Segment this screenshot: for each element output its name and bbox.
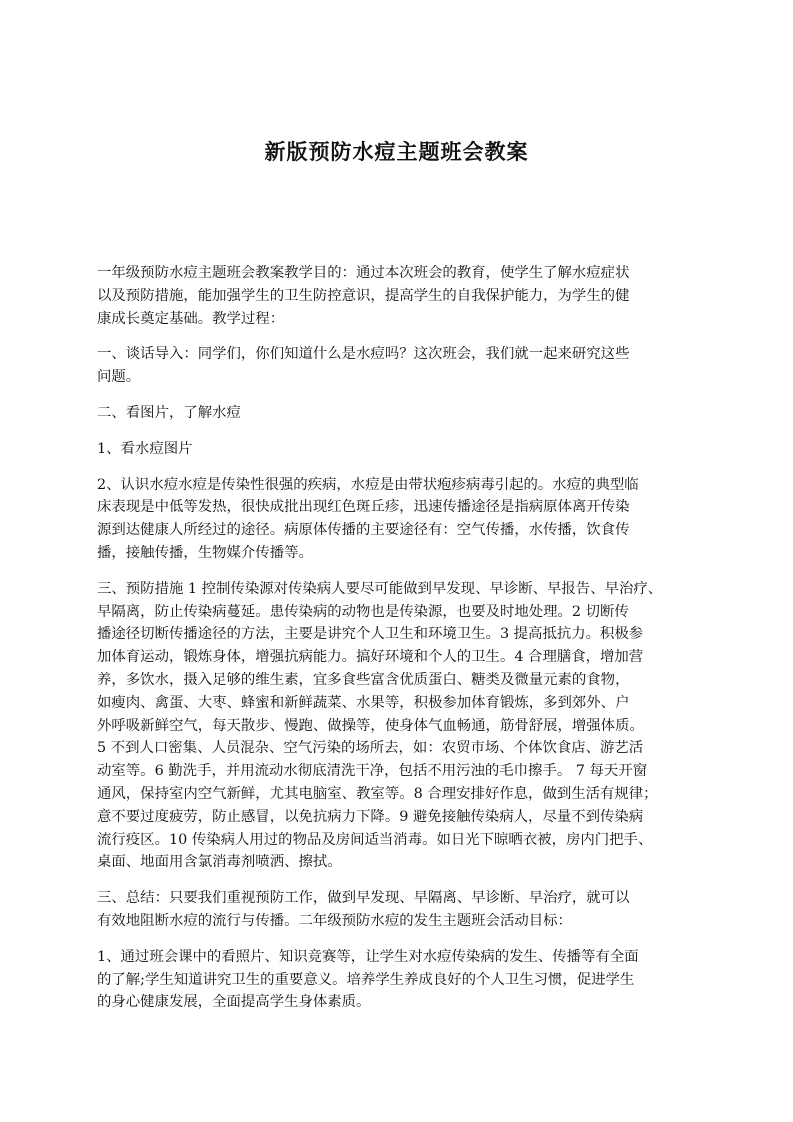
text-line: 有效地阻断水痘的流行与传播。二年级预防水痘的发生主题班会活动目标： bbox=[97, 912, 572, 929]
document-body bbox=[97, 262, 697, 1027]
paragraph-introduction bbox=[97, 343, 697, 389]
text-line: 一、谈话导入：同学们，你们知道什么是水痘吗？这次班会，我们就一起来研究这些 bbox=[97, 346, 630, 363]
paragraph-view-pictures bbox=[97, 438, 697, 461]
paragraph-activity-goals bbox=[97, 946, 697, 1014]
text-line: 一年级预防水痘主题班会教案教学目的：通过本次班会的教育，使学生了解水痘症状 bbox=[97, 265, 630, 281]
text-line: 外呼吸新鲜空气，每天散步、慢跑、做操等，使身体气血畅通，筋骨舒展，增强体质。 bbox=[97, 717, 644, 734]
text-line: 问题。 bbox=[97, 369, 141, 386]
text-line: 1、看水痘图片 bbox=[97, 440, 193, 457]
text-line: 三、预防措施 1 控制传染源对传染病人要尽可能做到早发现、早诊断、早报告、早治疗、 bbox=[97, 580, 663, 597]
document-title: 新版预防水痘主题班会教案 bbox=[264, 140, 529, 164]
text-line: 动室等。6 勤洗手，并用流动水彻底清洗干净，包括不用污浊的毛巾擦手。 7 每天开窗 bbox=[97, 763, 648, 780]
text-line: 床表现是中低等发热，很快成批出现红色斑丘疹，迅速传播途径是指病原体离开传染 bbox=[97, 499, 630, 516]
text-line: 2、认识水痘水痘是传染性很强的疾病，水痘是由带状疱疹病毒引起的。水痘的典型临 bbox=[97, 476, 639, 493]
text-line: 5 不到人口密集、人员混杂、空气污染的场所去，如：农贸市场、个体饮食店、游艺活 bbox=[97, 740, 644, 757]
text-line: 流行疫区。10 传染病人用过的物品及房间适当消毒。如日光下晾晒衣被，房内门把手、 bbox=[97, 831, 653, 848]
text-line: 源到达健康人所经过的途径。病原体传播的主要途径有：空气传播，水传播，饮食传 bbox=[97, 522, 630, 539]
text-line: 康成长奠定基础。教学过程： bbox=[97, 310, 285, 327]
text-line: 桌面、地面用含氯消毒剂喷洒、擦拭。 bbox=[97, 854, 342, 871]
text-line: 播，接触传播，生物媒介传播等。 bbox=[97, 544, 313, 561]
paragraph-summary bbox=[97, 887, 697, 933]
paragraph-understand-chickenpox bbox=[97, 474, 697, 565]
text-line: 三、总结：只要我们重视预防工作，做到早发现、早隔离、早诊断、早治疗，就可以 bbox=[97, 890, 630, 907]
text-line: 意不要过度疲劳，防止感冒，以免抗病力下降。9 避免接触传染病人，尽量不到传染病 bbox=[97, 808, 644, 825]
text-line: 早隔离，防止传染病蔓延。患传染病的动物也是传染源，也要及时地处理。2 切断传 bbox=[97, 603, 629, 620]
text-line: 的了解;学生知道讲究卫生的重要意义。培养学生养成良好的个人卫生习惯，促进学生 bbox=[97, 971, 635, 988]
paragraph-prevention-measures bbox=[97, 578, 697, 874]
text-line: 的身心健康发展，全面提高学生身体素质。 bbox=[97, 994, 371, 1011]
text-line: 如瘦肉、禽蛋、大枣、蜂蜜和新鲜蔬菜、水果等，积极参加体育锻炼，多到郊外、户 bbox=[97, 694, 630, 711]
text-line: 加体育运动，锻炼身体，增强抗病能力。搞好环境和个人的卫生。4 合理膳食，增加营 bbox=[97, 649, 644, 666]
text-line: 播途径切断传播途径的方法，主要是讲究个人卫生和环境卫生。3 提高抵抗力。积极参 bbox=[97, 626, 644, 643]
section-heading-pictures bbox=[97, 402, 697, 425]
text-line: 二、看图片，了解水痘 bbox=[97, 404, 241, 421]
text-line: 通风，保持室内空气新鲜，尤其电脑室、教室等。8 合理安排好作息，做到生活有规律； bbox=[97, 785, 658, 802]
paragraph-objectives bbox=[97, 262, 697, 330]
text-line: 养，多饮水，摄入足够的维生素，宜多食些富含优质蛋白、糖类及微量元素的食物， bbox=[97, 671, 630, 688]
text-line: 1、通过班会课中的看照片、知识竞赛等，让学生对水痘传染病的发生、传播等有全面 bbox=[97, 948, 639, 965]
text-line: 以及预防措施，能加强学生的卫生防控意识，提高学生的自我保护能力，为学生的健 bbox=[97, 287, 630, 304]
